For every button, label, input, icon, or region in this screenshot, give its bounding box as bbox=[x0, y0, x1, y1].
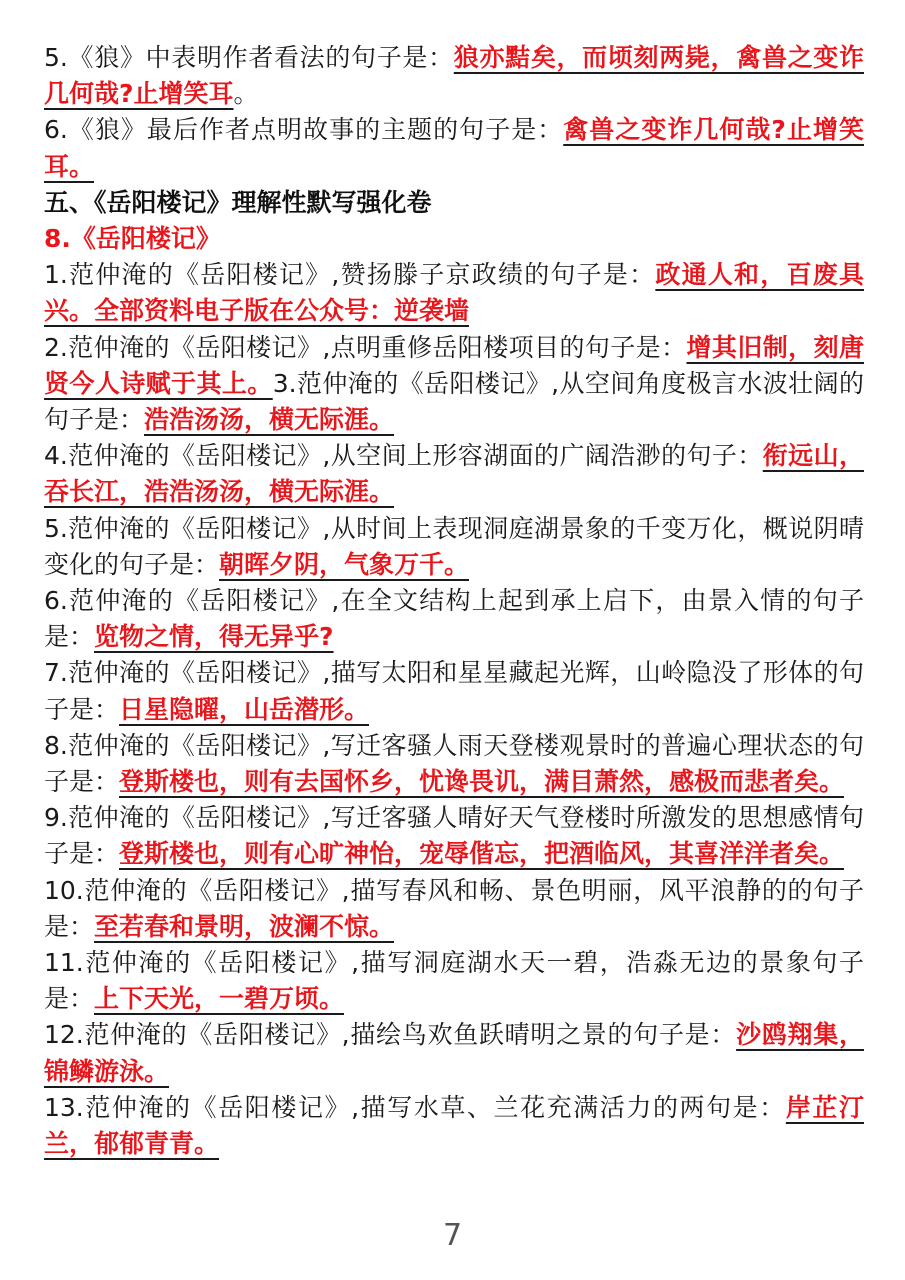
answer-text: 览物之情，得无异乎? bbox=[94, 622, 334, 652]
question-item bbox=[44, 330, 864, 439]
document-body bbox=[44, 40, 864, 1162]
answer-text: 衔远山，吞长江，浩浩汤汤，横无际涯。 bbox=[44, 441, 864, 507]
question-item bbox=[44, 40, 864, 112]
question-item bbox=[44, 655, 864, 727]
question-item bbox=[44, 583, 864, 655]
question-text: 3.范仲淹的《岳阳楼记》,从空间角度极言水波壮阔的句子是： bbox=[44, 368, 864, 435]
answer-text: 浩浩汤汤，横无际涯。 bbox=[144, 405, 395, 435]
question-text: 1.范仲淹的《岳阳楼记》,赞扬滕子京政绩的句子是： bbox=[44, 260, 656, 290]
question-text: 10.范仲淹的《岳阳楼记》,描写春风和畅、景色明丽，风平浪静的的句子是： bbox=[44, 875, 864, 941]
question-tail: 。 bbox=[233, 79, 259, 109]
page-number: 7 bbox=[442, 1218, 463, 1253]
question-text: 4.范仲淹的《岳阳楼记》,从空间上形容湖面的广阔浩渺的句子： bbox=[44, 441, 763, 471]
answer-text: 至若春和景明，波澜不惊。 bbox=[94, 911, 395, 941]
question-text: 2.范仲淹的《岳阳楼记》,点明重修岳阳楼项目的句子是： bbox=[44, 332, 687, 362]
question-item bbox=[44, 511, 864, 583]
answer-text: 岸芷汀兰，郁郁青青。 bbox=[44, 1092, 864, 1159]
question-item bbox=[44, 800, 864, 872]
answer-text: 狼亦黠矣，而顷刻两毙，禽兽之变诈几何哉?止增笑耳 bbox=[44, 43, 864, 109]
question-text: 6.范仲淹的《岳阳楼记》,在全文结构上起到承上启下，由景入情的句子是： bbox=[44, 586, 864, 652]
answer-text: 政通人和，百废具兴。全部资料电子版在公众号：逆袭墙 bbox=[44, 260, 864, 326]
question-text: 11.范仲淹的《岳阳楼记》,描写洞庭湖水天一碧，浩淼无边的景象句子是： bbox=[44, 948, 864, 1014]
question-item bbox=[44, 257, 864, 329]
answer-text: 沙鸥翔集，锦鳞游泳。 bbox=[44, 1020, 864, 1086]
answer-text: 增其旧制，刻唐贤今人诗赋于其上。 bbox=[44, 332, 864, 398]
question-item bbox=[44, 112, 864, 184]
question-item bbox=[44, 945, 864, 1017]
section-heading: 五、《岳阳楼记》理解性默写强化卷 bbox=[44, 187, 432, 217]
answer-text: 登斯楼也，则有去国怀乡，忧谗畏讥，满目萧然，感极而悲者矣。 bbox=[119, 767, 845, 797]
sub-heading: 8.《岳阳楼记》 bbox=[44, 224, 221, 254]
answer-text: 登斯楼也，则有心旷神怡，宠辱偕忘，把酒临风，其喜洋洋者矣。 bbox=[119, 839, 845, 869]
question-text: 6.《狼》最后作者点明故事的主题的句子是： bbox=[44, 115, 564, 145]
question-text: 9.范仲淹的《岳阳楼记》,写迁客骚人晴好天气登楼时所激发的思想感情句子是： bbox=[44, 803, 864, 869]
question-item bbox=[44, 728, 864, 800]
question-text: 8.范仲淹的《岳阳楼记》,写迁客骚人雨天登楼观景时的普遍心理状态的句子是： bbox=[44, 730, 864, 797]
question-item bbox=[44, 873, 864, 945]
question-item bbox=[44, 1090, 864, 1162]
question-item bbox=[44, 1017, 864, 1089]
question-text: 5.《狼》中表明作者看法的句子是： bbox=[44, 43, 454, 72]
question-text: 7.范仲淹的《岳阳楼记》,描写太阳和星星藏起光辉，山岭隐没了形体的句子是： bbox=[44, 658, 864, 724]
question-text: 5.范仲淹的《岳阳楼记》,从时间上表现洞庭湖景象的千变万化，概说阴晴变化的句子是： bbox=[44, 513, 864, 579]
answer-text: 日星隐曜，山岳潜形。 bbox=[119, 694, 370, 724]
question-text: 13.范仲淹的《岳阳楼记》,描写水草、兰花充满活力的两句是： bbox=[44, 1092, 786, 1122]
answer-text: 朝晖夕阴，气象万千。 bbox=[219, 549, 470, 579]
answer-text: 禽兽之变诈几何哉?止增笑耳。 bbox=[44, 115, 864, 181]
question-text: 12.范仲淹的《岳阳楼记》,描绘鸟欢鱼跃晴明之景的句子是： bbox=[44, 1020, 737, 1050]
answer-text: 上下天光，一碧万顷。 bbox=[94, 984, 345, 1014]
question-item bbox=[44, 438, 864, 510]
